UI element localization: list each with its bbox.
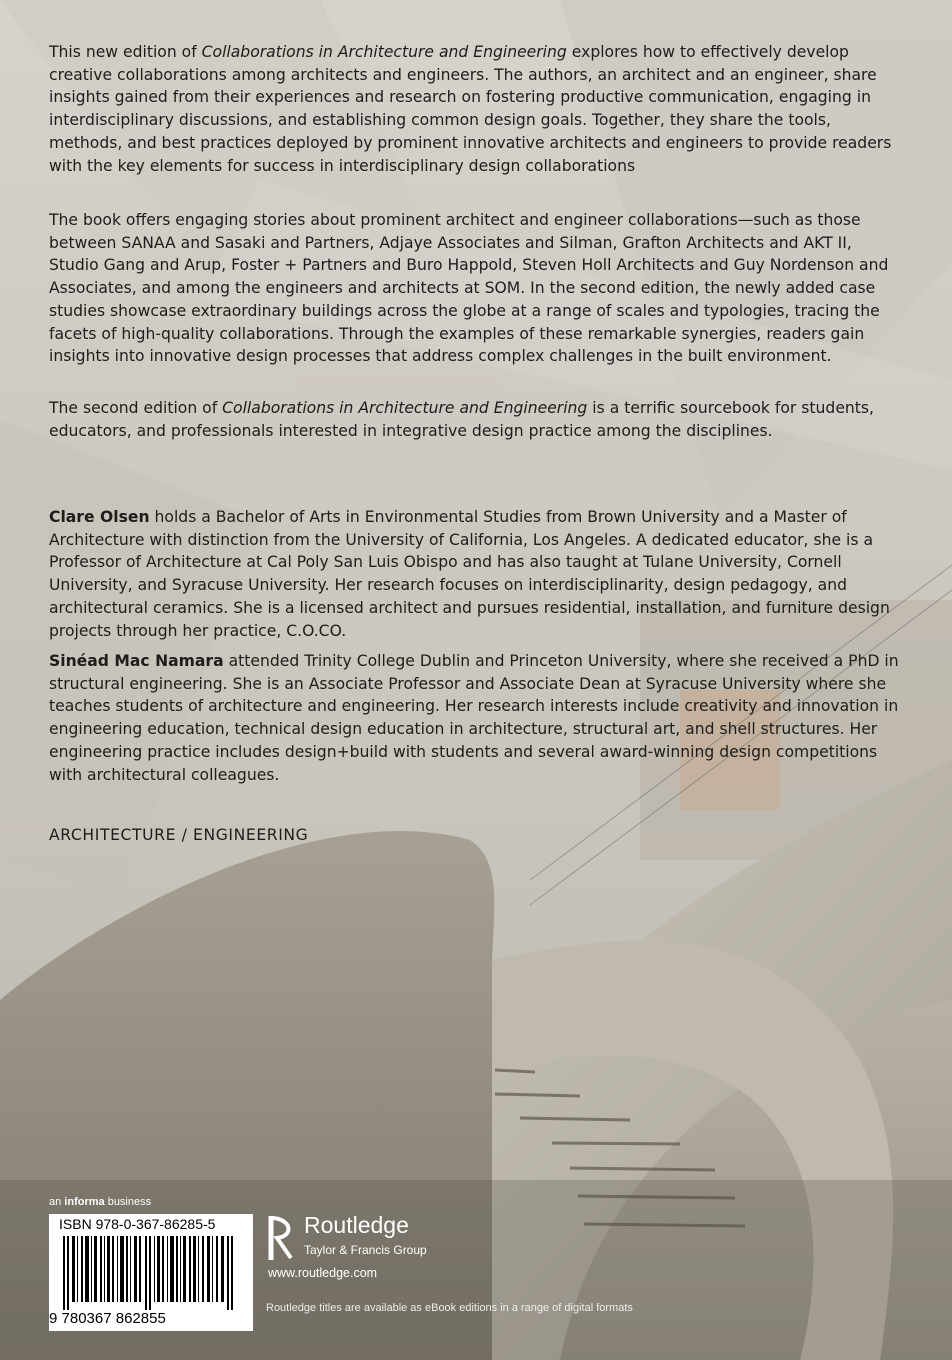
author-bio-2: [49, 650, 899, 786]
barcode-digits: 9 780367 862855: [49, 1310, 166, 1327]
publisher-name: Routledge: [304, 1212, 409, 1238]
informa-pre: an: [49, 1196, 65, 1208]
subject-category: ARCHITECTURE / ENGINEERING: [49, 826, 309, 844]
description-paragraph-1: [49, 41, 899, 177]
author-bio-text: holds a Bachelor of Arts in Environmental Studies from Brown University and a Master of Architecture with distinction from the University of California, Los Angeles. A dedicated educator, she is a Professor of Architecture at Cal Poly San Luis Obispo and has also taught at Tulane University, Cornell University, and Syracuse University. Her research focuses on interdisciplinarity, design pedagogy, and architectural ceramics. She is a licensed architect and pursues residential, installation, and furniture design projects through her practice, C.O.CO.: [49, 508, 890, 640]
book-title: Collaborations in Architecture and Engineering: [201, 43, 567, 61]
publisher-group: Taylor & Francis Group: [304, 1243, 427, 1257]
description-paragraph-2: [49, 209, 899, 368]
book-title-2: Collaborations in Architecture and Engineering: [222, 399, 588, 417]
informa-tagline: [49, 1196, 151, 1208]
p2-body: The book offers engaging stories about prominent architect and engineer collaborations—such as those between SANAA and Sasaki and Partners, Adjaye Associates and Silman, Grafton Architects and AKT II, Studio Gang and Arup, Foster + Partners and Buro Happold, Steven Holl Architects and Guy Nordenson and Associates, and among the engineers and architects at SOM. In the second edition, the newly added case studies showcase extraordinary buildings across the globe at a range of scales and typologies, tracing the facets of high-quality collaborations. Through the examples of these remarkable synergies, readers gain insights into innovative design processes that address complex challenges in the built environment.: [49, 211, 889, 366]
p3-body: is a terrific sourcebook for students, educators, and professionals interested in integrative design practice among the disciplines.: [49, 399, 874, 440]
p3-intro: The second edition of: [49, 399, 223, 417]
routledge-logo-icon: [265, 1214, 299, 1262]
p1-intro: This new edition of: [49, 43, 202, 61]
isbn-label: ISBN 978-0-367-86285-5: [59, 1216, 216, 1232]
description-paragraph-3: [49, 397, 899, 442]
p1-body: explores how to effectively develop creative collaborations among architects and engineers. The authors, an architect and an engineer, share insights gained from their experiences and research on fostering productive communication, engaging in interdisciplinary discussions, and establishing common design goals. Together, they share the tools, methods, and best practices deployed by prominent innovative architects and engineers to provide readers with the key elements for success in interdisciplinary design collaborations: [49, 43, 892, 175]
ebook-note: Routledge titles are available as eBook editions in a range of digital formats: [266, 1302, 633, 1314]
author-name: Sinéad Mac Namara: [49, 652, 224, 670]
barcode-block: [49, 1214, 253, 1331]
barcode-icon: [49, 1236, 253, 1310]
informa-bold: informa: [64, 1196, 105, 1208]
publisher-url[interactable]: www.routledge.com: [268, 1266, 378, 1280]
informa-post: business: [104, 1196, 152, 1208]
author-name: Clare Olsen: [49, 508, 150, 526]
author-bio-text: attended Trinity College Dublin and Princeton University, where she received a PhD in structural engineering. She is an Associate Professor and Associate Dean at Syracuse University where she teaches students of architecture and engineering. Her research interests include creativity and innovation in engineering education, technical design education in architecture, structural art, and shell structures. Her engineering practice includes design+build with students and several award-winning design competitions with architectural colleagues.: [49, 652, 899, 784]
author-bio-1: [49, 506, 899, 642]
